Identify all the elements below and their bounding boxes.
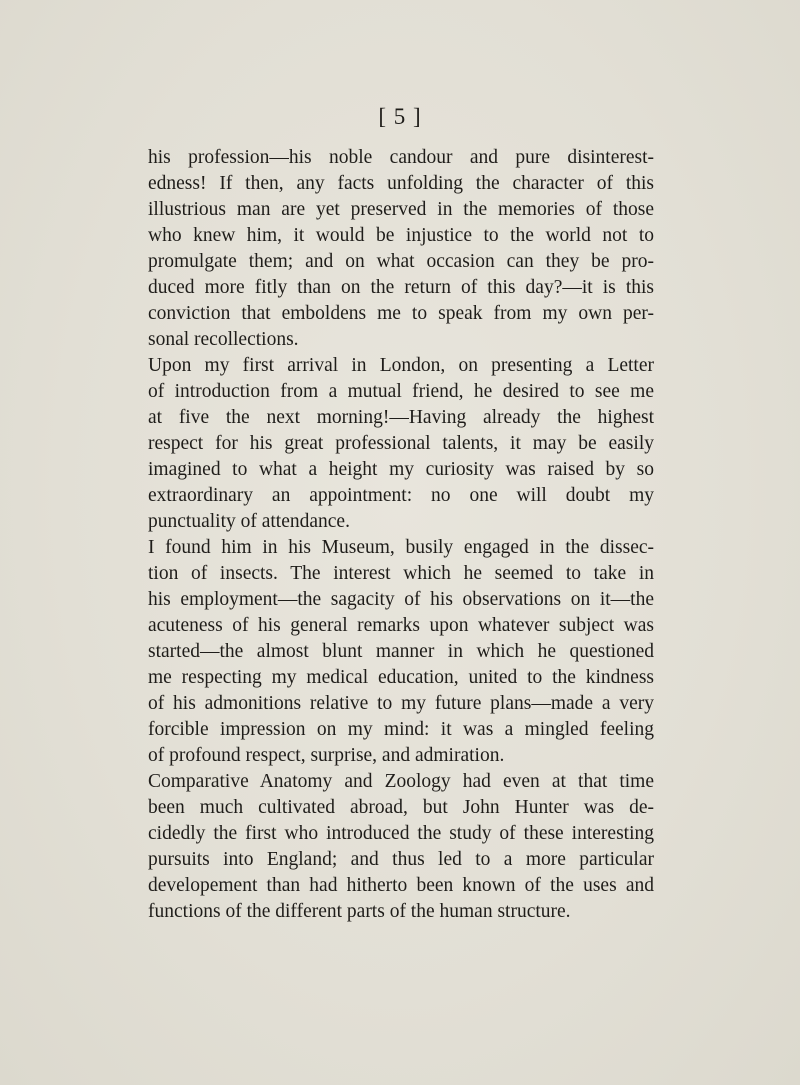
text-line: tion of insects. The interest which he seemed to take in (148, 563, 654, 584)
text-line: conviction that emboldens me to speak from my own per- (148, 303, 654, 324)
text-line: Comparative Anatomy and Zoology had even at that time (148, 771, 654, 792)
text-line: of profound respect, surprise, and admiration. (148, 745, 505, 766)
text-line: cidedly the first who introduced the study of these interesting (148, 823, 654, 844)
text-line: I found him in his Museum, busily engaged in the dissec- (148, 537, 654, 558)
text-line: his employment—the sagacity of his observations on it—the (148, 589, 654, 610)
text-line: forcible impression on my mind: it was a mingled feeling (148, 719, 654, 740)
text-line: edness! If then, any facts unfolding the character of this (148, 173, 654, 194)
text-line: acuteness of his general remarks upon whatever subject was (148, 615, 654, 636)
text-line: pursuits into England; and thus led to a more particular (148, 849, 654, 870)
text-line: Upon my first arrival in London, on presenting a Letter (148, 355, 654, 376)
text-line: me respecting my medical education, united to the kindness (148, 667, 654, 688)
text-line: illustrious man are yet preserved in the memories of those (148, 199, 654, 220)
text-line: of introduction from a mutual friend, he desired to see me (148, 381, 654, 402)
text-line: imagined to what a height my curiosity was raised by so (148, 459, 654, 480)
page-number: [ 5 ] (378, 104, 422, 129)
text-line: punctuality of attendance. (148, 511, 350, 532)
text-line: of his admonitions relative to my future plans—made a very (148, 693, 654, 714)
text-line: who knew him, it would be injustice to the world not to (148, 225, 654, 246)
text-line: his profession—his noble candour and pure disinterest- (148, 147, 654, 168)
text-line: sonal recollections. (148, 329, 299, 350)
text-line: at five the next morning!—Having already the highest (148, 407, 654, 428)
text-line: duced more fitly than on the return of this day?—it is this (148, 277, 654, 298)
text-line: respect for his great professional talents, it may be easily (148, 433, 654, 454)
text-line: functions of the different parts of the human structure. (148, 901, 571, 922)
text-line: extraordinary an appointment: no one will doubt my (148, 485, 654, 506)
text-line: developement than had hitherto been known of the uses and (148, 875, 654, 896)
text-line: started—the almost blunt manner in which he questioned (148, 641, 654, 662)
text-line: been much cultivated abroad, but John Hunter was de- (148, 797, 654, 818)
text-line: promulgate them; and on what occasion can they be pro- (148, 251, 654, 272)
body-text (148, 145, 654, 925)
